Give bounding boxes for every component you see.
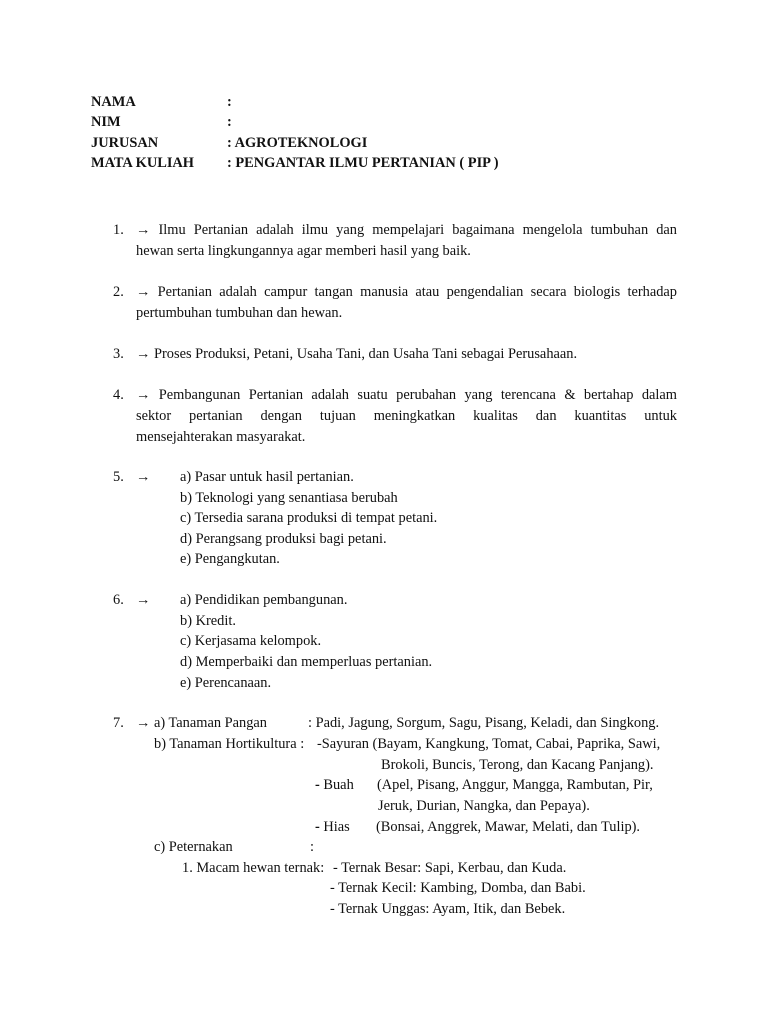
item-text-line: → Pertanian adalah campur tangan manusia atau pengendalian secara biologis terhadap	[136, 284, 677, 300]
sub-item: a) Pendidikan pembangunan.	[180, 592, 348, 608]
header-value-mata-kuliah: : PENGANTAR ILMU PERTANIAN ( PIP )	[227, 155, 499, 171]
ternak-line: - Ternak Kecil: Kambing, Domba, dan Babi.	[330, 880, 586, 896]
sayuran-line: -Sayuran (Bayam, Kangkung, Tomat, Cabai, Paprika, Sawi,	[317, 736, 661, 752]
item-text-line: pertumbuhan tumbuhan dan hewan.	[136, 305, 343, 321]
buah-label: Buah	[323, 777, 354, 793]
item-number: 4.	[113, 387, 124, 403]
header-label-jurusan: JURUSAN	[91, 135, 159, 151]
item-text-line: hewan serta lingkungannya agar memberi hasil yang baik.	[136, 243, 471, 259]
sub-item: d) Memperbaiki dan memperluas pertanian.	[180, 654, 433, 670]
header-label-nama: NAMA	[91, 94, 136, 110]
header-value-jurusan: : AGROTEKNOLOGI	[227, 135, 368, 151]
item-text-line: sektor pertanian dengan tujuan meningkatkan kualitas dan kuantitas untuk	[136, 408, 677, 424]
sub-item: b) Teknologi yang senantiasa berubah	[180, 490, 398, 506]
item-number: 3.	[113, 346, 124, 362]
buah-line: Jeruk, Durian, Nangka, dan Pepaya).	[378, 798, 590, 814]
item-text-line: → Pembangunan Pertanian adalah suatu perubahan yang terencana & bertahap dalam	[136, 387, 677, 403]
arrow-marker: →	[136, 469, 151, 485]
hias-line: (Bonsai, Anggrek, Mawar, Melati, dan Tulip).	[376, 819, 641, 835]
hias-dash: -	[315, 819, 324, 835]
header-label-mata-kuliah: MATA KULIAH	[91, 155, 195, 171]
tanaman-pangan-value: : Padi, Jagung, Sorgum, Sagu, Pisang, Keladi, dan Singkong.	[308, 715, 660, 731]
sub-item: d) Perangsang produksi bagi petani.	[180, 531, 387, 547]
arrow-marker: →	[136, 592, 151, 608]
sub-item: c) Tersedia sarana produksi di tempat petani.	[180, 510, 438, 526]
item-text-line: → Ilmu Pertanian adalah ilmu yang mempelajari bagaimana mengelola tumbuhan dan	[136, 222, 677, 238]
ternak-line: - Ternak Besar: Sapi, Kerbau, dan Kuda.	[333, 860, 567, 876]
ternak-line: - Ternak Unggas: Ayam, Itik, dan Bebek.	[330, 901, 566, 917]
item-text-line: mensejahterakan masyarakat.	[136, 429, 306, 445]
item-number: 1.	[113, 222, 124, 238]
item-number: 2.	[113, 284, 124, 300]
hias-label: Hias	[323, 819, 350, 835]
header-value-nama: :	[227, 94, 232, 110]
sub-item: e) Pengangkutan.	[180, 551, 280, 567]
sub-item: a) Pasar untuk hasil pertanian.	[180, 469, 354, 485]
item-text-line: → Proses Produksi, Petani, Usaha Tani, dan Usaha Tani sebagai Perusahaan.	[136, 346, 578, 362]
buah-row	[315, 775, 354, 795]
item-number: 5.	[113, 469, 124, 485]
sub-item: c) Kerjasama kelompok.	[180, 633, 322, 649]
sayuran-line: Brokoli, Buncis, Terong, dan Kacang Panjang).	[381, 757, 654, 773]
hias-row	[315, 817, 350, 837]
header-label-nim: NIM	[91, 114, 121, 130]
item-number: 7.	[113, 715, 124, 731]
sub-item: e) Perencanaan.	[180, 675, 272, 691]
hortikultura-label: b) Tanaman Hortikultura :	[154, 736, 305, 752]
hewan-ternak-label: 1. Macam hewan ternak:	[182, 860, 325, 876]
peternakan-label: c) Peternakan	[154, 839, 233, 855]
item-number: 6.	[113, 592, 124, 608]
peternakan-colon: :	[310, 839, 314, 855]
buah-line: (Apel, Pisang, Anggur, Mangga, Rambutan, Pir,	[377, 777, 653, 793]
tanaman-pangan-label: → a) Tanaman Pangan	[136, 715, 267, 731]
sub-item: b) Kredit.	[180, 613, 236, 629]
buah-dash: -	[315, 777, 324, 793]
header-value-nim: :	[227, 114, 232, 130]
